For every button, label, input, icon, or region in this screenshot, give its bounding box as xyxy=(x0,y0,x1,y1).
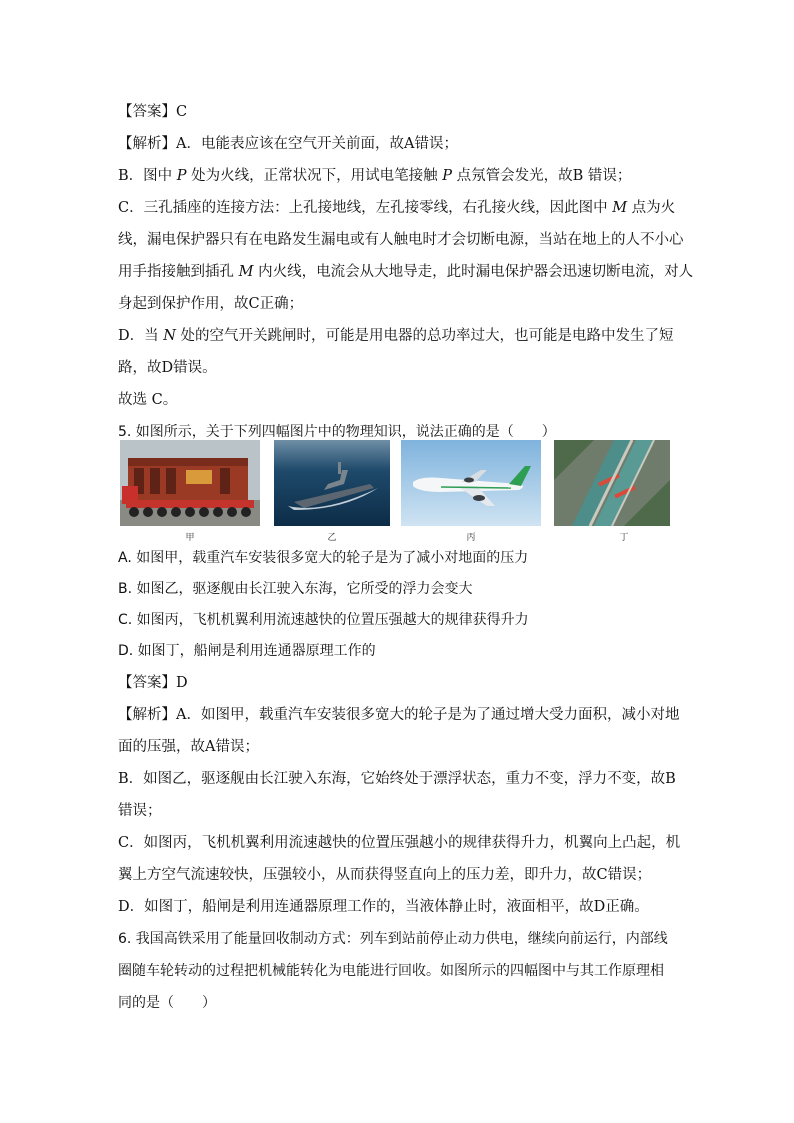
q4-analysis-line: B．图中 P 处为火线，正常状况下，用试电笔接触 P 点氖管会发光，故B 错误； xyxy=(118,168,632,184)
q4-answer: 【答案】C xyxy=(118,104,188,120)
caption-jia: 甲 xyxy=(185,533,195,543)
q5-analysis-line: 翼上方空气流速较快，压强较小，从而获得竖直向上的压力差，即升力，故C错误； xyxy=(118,867,652,883)
q4-analysis-line: 【解析】A．电能表应该在空气开关前面，故A错误； xyxy=(118,136,458,152)
q5-body xyxy=(118,543,681,1019)
q4-analysis-line: 用手指接触到插孔 M 内火线，电流会从大地导走，此时漏电保护器会迅速切断电流，对人 xyxy=(118,264,694,280)
figure-destroyer xyxy=(274,440,390,526)
q5-answer: 【答案】D xyxy=(118,675,188,691)
q4-conclusion: 故选 C。 xyxy=(118,392,178,408)
q5-figures xyxy=(120,440,672,543)
q5-analysis-line: D．如图丁，船闸是利用连通器原理工作的，当液体静止时，液面相平，故D正确。 xyxy=(118,899,649,915)
caption-ding: 丁 xyxy=(619,533,629,543)
q5-analysis-line: C．如图丙，飞机机翼利用流速越快的位置压强越小的规律获得升力，机翼向上凸起，机 xyxy=(118,835,681,851)
q5-analysis-line: 错误； xyxy=(118,803,162,819)
q6-stem-line: 同的是（ ） xyxy=(118,995,216,1011)
q6-stem-line: 圈随车轮转动的过程把机械能转化为电能进行回收。如图所示的四幅图中与其工作原理相 xyxy=(118,963,664,979)
q5-option-d: D. 如图丁，船闸是利用连通器原理工作的 xyxy=(118,643,376,659)
figure-heavy-truck xyxy=(120,440,260,526)
q5-option-b: B. 如图乙，驱逐舰由长江驶入东海，它所受的浮力会变大 xyxy=(118,581,473,597)
q5-analysis-line: 面的压强，故A错误； xyxy=(118,739,259,755)
q5-stem: 5. 如图所示，关于下列四幅图片中的物理知识，说法正确的是（ ） xyxy=(118,424,556,440)
caption-bing: 丙 xyxy=(466,533,476,543)
ship-lock-image xyxy=(554,440,670,526)
q4-analysis-line: C．三孔插座的连接方法：上孔接地线，左孔接零线，右孔接火线，因此图中 M 点为火 xyxy=(118,200,676,216)
q4-solution xyxy=(118,96,694,448)
figure-airplane xyxy=(401,440,541,526)
q5-option-a: A. 如图甲，载重汽车安装很多宽大的轮子是为了减小对地面的压力 xyxy=(118,550,529,566)
caption-yi: 乙 xyxy=(327,533,337,543)
q4-analysis-line: 身起到保护作用，故C正确； xyxy=(118,296,304,312)
heavy-truck-image xyxy=(120,440,260,526)
q5-analysis-line: 【解析】A．如图甲，载重汽车安装很多宽大的轮子是为了通过增大受力面积，减小对地 xyxy=(118,707,680,723)
q4-analysis-line: 线，漏电保护器只有在电路发生漏电或有人触电时才会切断电源，当站在地上的人不小心 xyxy=(118,232,684,248)
q4-analysis-line: D．当 N 处的空气开关跳闸时，可能是用电器的总功率过大，也可能是电路中发生了短 xyxy=(118,328,674,344)
destroyer-image xyxy=(274,440,390,526)
figure-ship-lock xyxy=(554,440,670,526)
q5-analysis-line: B．如图乙，驱逐舰由长江驶入东海，它始终处于漂浮状态，重力不变，浮力不变，故B xyxy=(118,771,676,787)
q5-option-c: C. 如图丙，飞机机翼利用流速越快的位置压强越大的规律获得升力 xyxy=(118,612,529,628)
q4-analysis-line: 路，故D错误。 xyxy=(118,360,217,376)
airplane-image xyxy=(401,440,541,526)
q6-stem-line: 6. 我国高铁采用了能量回收制动方式：列车到站前停止动力供电，继续向前运行，内部线 xyxy=(118,931,668,947)
